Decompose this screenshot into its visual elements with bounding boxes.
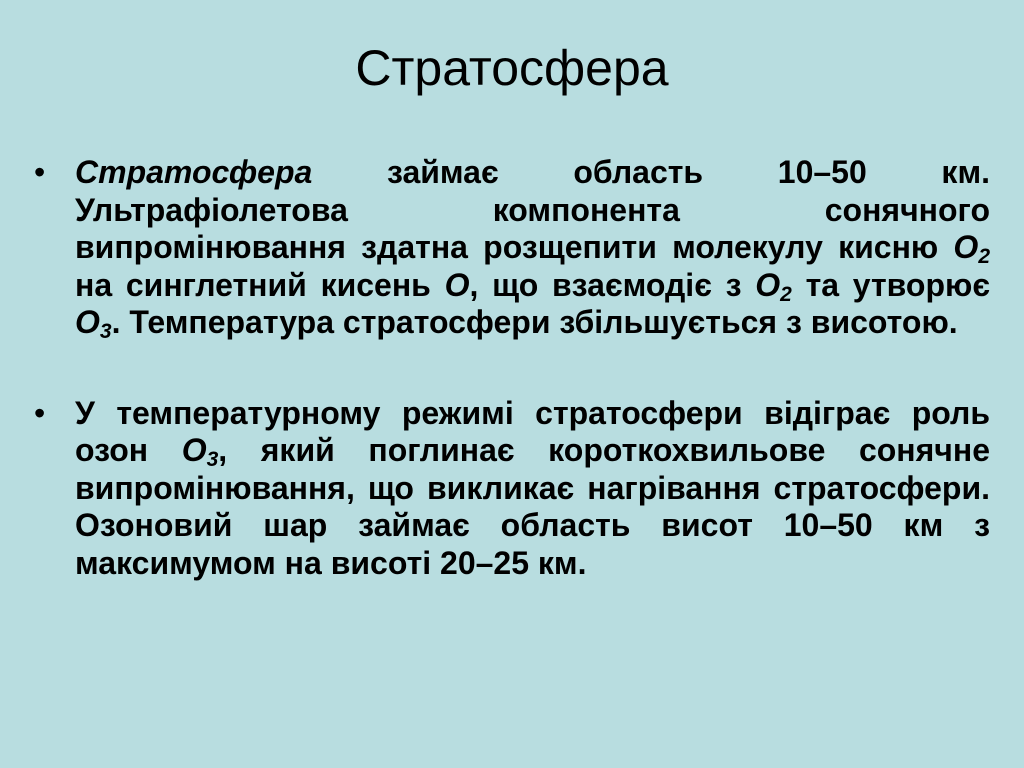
bullet-text: У температурному режимі стратосфери відіграє роль озон [75, 394, 990, 468]
bullet-marker: • [34, 154, 46, 190]
bullet-text: , що взаємодіє з [469, 266, 756, 303]
formula-o: O [444, 266, 470, 303]
formula-o3: $O_3$ [75, 304, 112, 343]
bullet-text: на синглетний кисень [75, 266, 445, 303]
bullet-text: та утворює [791, 266, 991, 303]
bullet-marker: • [34, 394, 46, 431]
bullet-stratosphere-definition [34, 154, 990, 342]
term-stratosphere: Стратосфера [75, 154, 313, 190]
slide-title: Стратосфера [355, 40, 669, 96]
bullet-ozone-role [34, 395, 990, 583]
formula-o2: $O_2$ [755, 266, 792, 306]
bullet-text: займає область 10–50 км. Ультрафіолетова компонента сонячного випромінювання здатна розщепити молекулу кисню [75, 154, 990, 265]
bullet-text: . Температура стратосфери збільшується з висотою. [111, 304, 958, 340]
formula-o3: $O_3$ [181, 432, 219, 471]
bullet-text: , який поглинає короткохвильове сонячне випромінювання, що викликає нагрівання стратосфери. Озоновий шар займає область висот 10–50 км з максимумом на висоті 20–25 км. [75, 432, 991, 581]
bullet-list [34, 154, 990, 582]
formula-o2: $O_2$ [953, 229, 990, 268]
